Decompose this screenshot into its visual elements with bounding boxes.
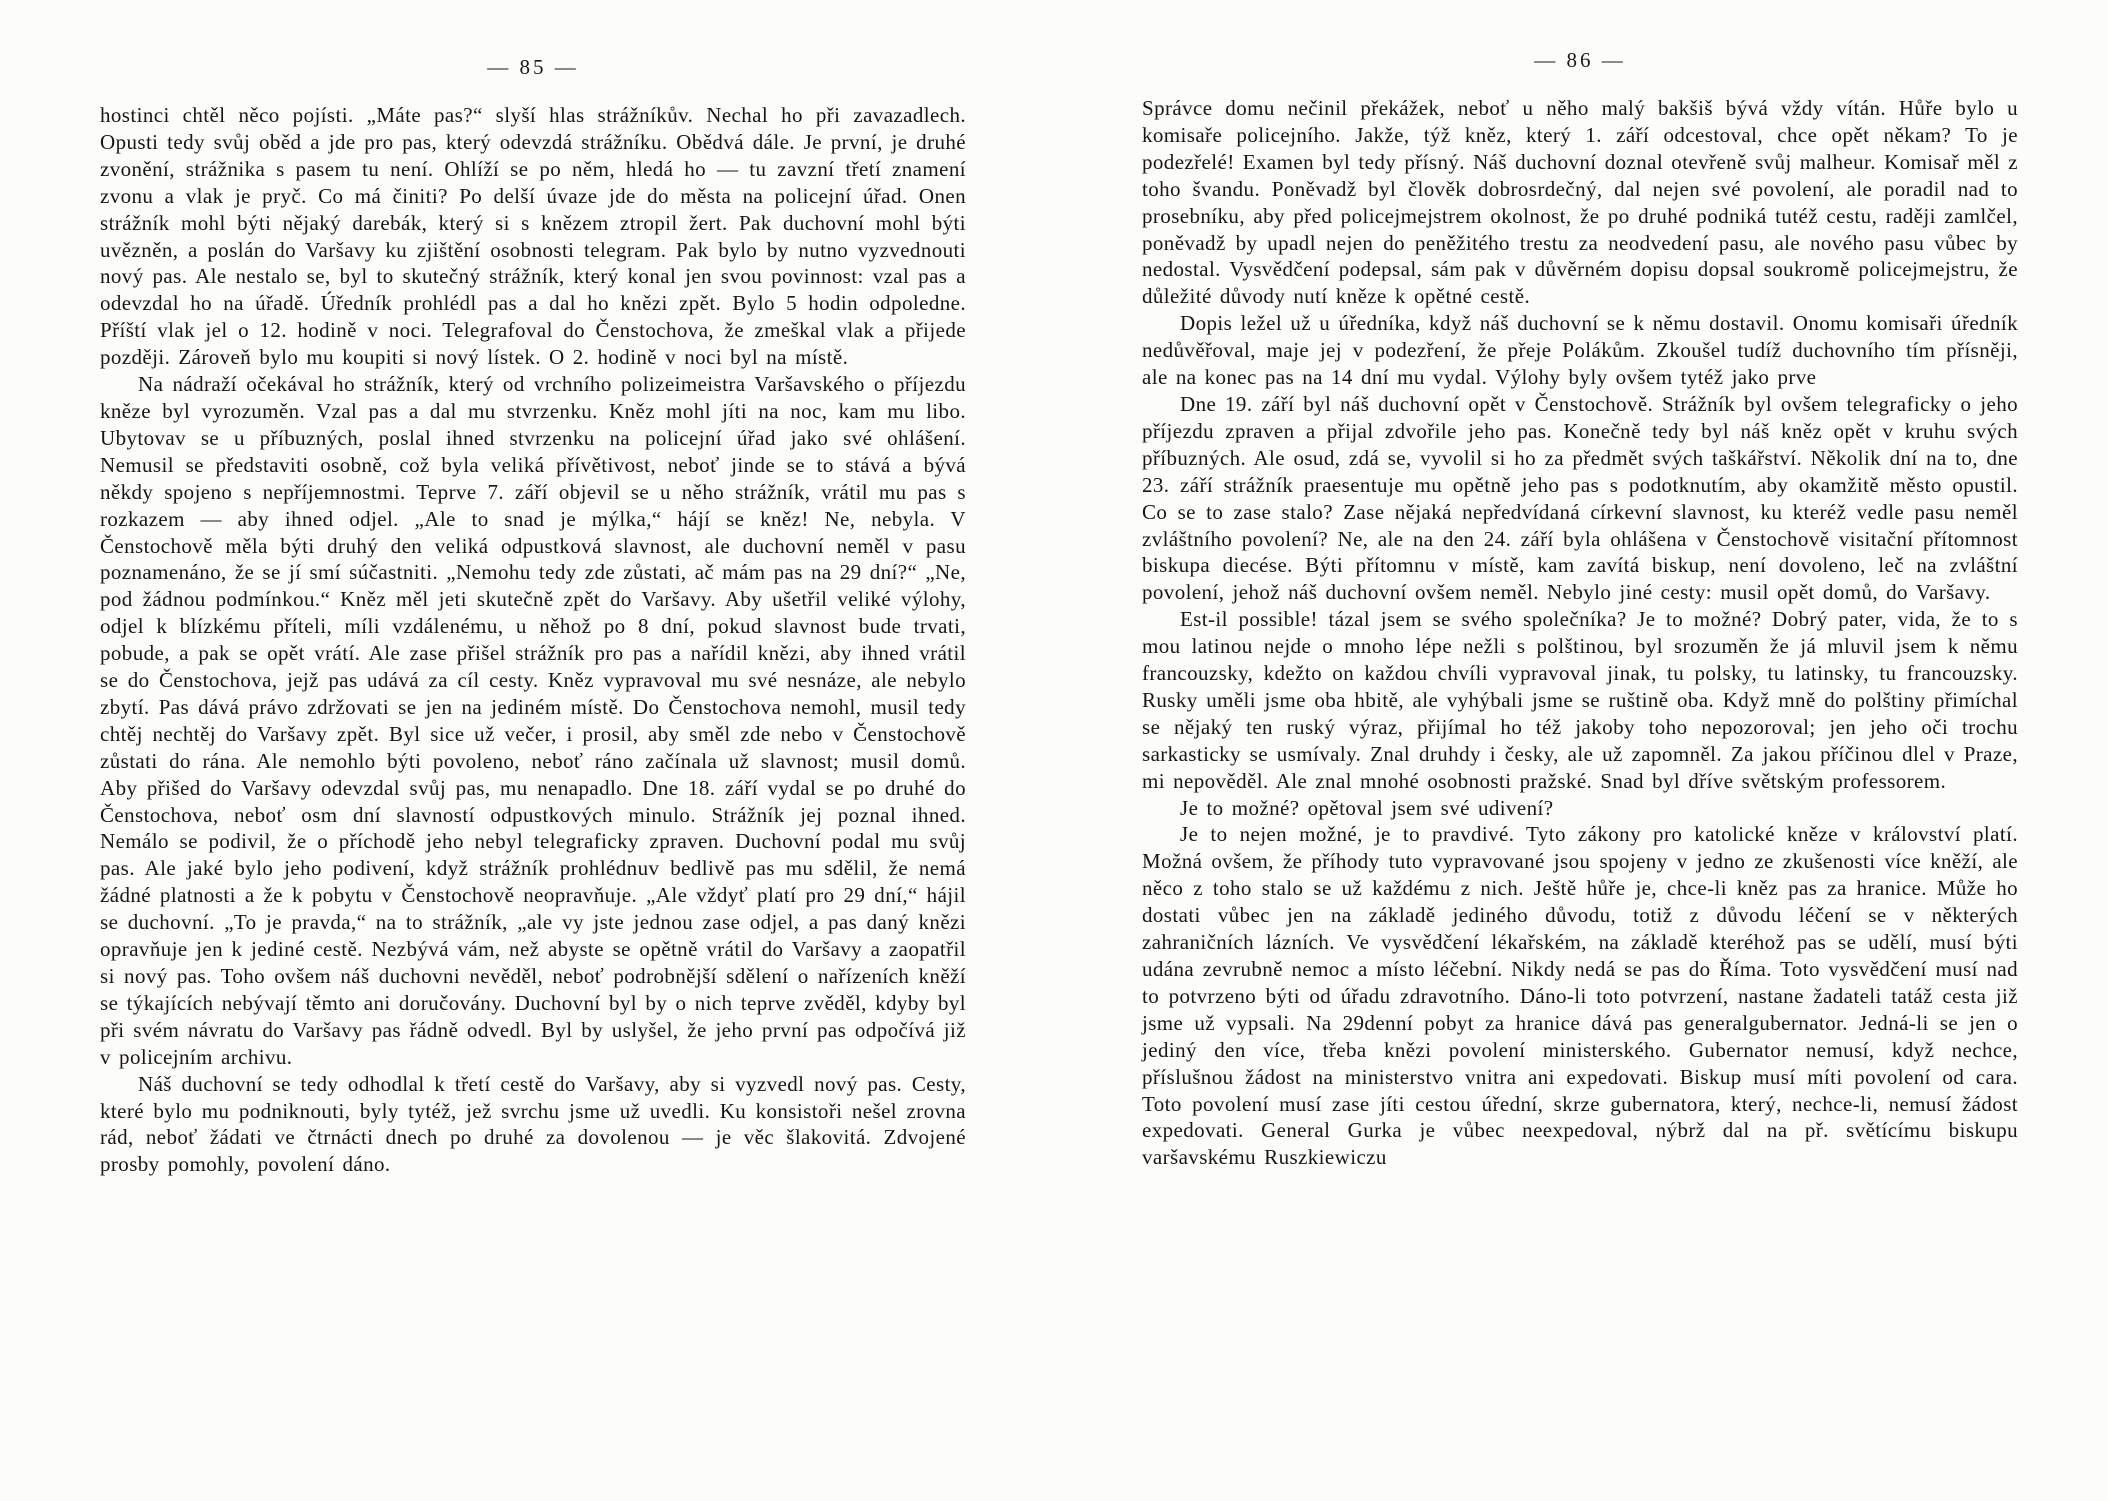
paragraph: Je to nejen možné, je to pravdivé. Tyto zákony pro katolické kněze v království platí. Možná ovšem, že příhody tuto vypravované jsou spojeny v jedno ze zkušenosti více kněží, ale něco z toho stalo se už každému z nich. Ještě hůře je, chce-li kněz pas za hranice. Může ho dostati vůbec jen na základě jediného důvodu, totiž z důvodu léčení se v některých zahraničních lázních. Ve vysvědčení lékařském, na základě kteréhož pas se udělí, musí býti udána zevrubně nemoc a místo léčební. Nikdy nedá se pas do Říma. Toto vysvědčení musí nad to potvrzeno býti od úřadu zdravotního. Dáno-li toto potvrzení, nastane žadateli tatáž cesta již jsme už vypsali. Na 29denní pobyt za hranice dává pas generalgubernator. Jedná-li se jen o jediný den více, třeba knězi povolení ministerského. Gubernator nemusí, když nechce, příslušnou žádost na ministerstvo vnitra ani expedovati. Biskup musí míti povolení od cara. Toto povolení musí zase jíti cestou úřední, skrze gubernatora, který, nechce-li, nemusí žádost expedovati. General Gurka je vůbec neexpedoval, nýbrž dal na př. světícímu biskupu varšavskému Ruszkiewiczu xyxy=(1142,822,2018,1170)
paragraph: Dne 19. září byl náš duchovní opět v Čenstochově. Strážník byl ovšem telegraficky o jeho příjezdu zpraven a přijal zdvořile jeho pas. Konečně tedy byl náš kněz opět v kruhu svých příbuzných. Ale osud, zdá se, vyvolil si ho za předmět svých taškářství. Několik dní na to, dne 23. září strážník praesentuje mu opětně jeho pas s podotknutím, aby okamžitě město opustil. Co se to zase stalo? Zase nějaká nepředvídaná církevní slavnost, ku kteréž vedle pasu neměl zvláštního povolení? Ne, ale na den 24. září byla ohlášena v Čenstochově visitační přítomnost biskupa diecése. Býti přítomnu v místě, kam zavítá biskup, není dovoleno, leč na zvláštní povolení, jehož náš duchovní ovšem neměl. Nebylo jiné cesty: musil opět domů, do Varšavy. xyxy=(1142,391,2018,605)
page-86-text xyxy=(1142,95,2018,1171)
paragraph: Est-il possible! tázal jsem se svého společníka? Je to možné? Dobrý pater, vida, že to s mou latinou nejde o mnoho lépe nežli s polštinou, byl srozuměn že já mluvil jsem k němu francouzsky, kdežto on každou chvíli vypravoval jinak, tu polsky, tu latinsky, tu francouzsky. Rusky uměli jsme oba hbitě, ale vyhýbali jsme se ruštině oba. Když mně do polštiny přimíchal se nějaký ten ruský výraz, přijímal ho též jakoby toho nepozoroval; jen jeho oči trochu sarkasticky se usmívaly. Znal druhdy i česky, ale už zapomněl. Za jakou příčinou dlel v Praze, mi nepověděl. Ale znal mnohé osobnosti pražské. Snad byl dříve světským professorem. xyxy=(1142,607,2018,793)
paragraph: Náš duchovní se tedy odhodlal k třetí cestě do Varšavy, aby si vyzvedl nový pas. Cesty, které bylo mu podniknouti, byly tytéž, jež svrchu jsme už uvedli. Ku konsistoři nešel zrovna rád, neboť žádati ve čtrnácti dnech po druhé za dovolenou — je věc šlakovitá. Zdvojené prosby pomohly, povolení dáno. xyxy=(100,1071,966,1177)
paragraph: Je to možné? opětoval jsem své udivení? xyxy=(1180,795,1554,820)
page-85 xyxy=(100,55,966,1178)
page-86 xyxy=(1142,48,2018,1171)
paragraph: Na nádraží očekával ho strážník, který od vrchního polizeimeistra Varšavského o příjezdu kněze byl vyrozuměn. Vzal pas a dal mu stvrzenku. Kněz mohl jíti na noc, kam mu libo. Ubytovav se u příbuzných, poslal ihned stvrzenku na policejní úřad jako své ohlášení. Nemusil se představiti osobně, což byla veliká přívětivost, neboť jinde se to stává a bývá někdy spojeno s nepříjemnostmi. Teprve 7. září objevil se u něho strážník, vrátil mu pas s rozkazem — aby ihned odjel. „Ale to snad je mýlka,“ hájí se kněz! Ne, nebyla. V Čenstochově měla býti druhý den veliká odpustková slavnost, ale duchovní neměl v pasu poznamenáno, že se jí smí súčastniti. „Nemohu tedy zde zůstati, ač mám pas na 29 dní?“ „Ne, pod žádnou podmínkou.“ Kněz měl jeti skutečně zpět do Varšavy. Aby ušetřil veliké výlohy, odjel k blízkému příteli, míli vzdálenému, u něhož po 8 dní, pokud slavnost bude trvati, pobude, a pak se opět vrátí. Ale zase přišel strážník pro pas a nařídil knězi, aby ihned vrátil se do Čenstochova, jejž pas udává za cíl cesty. Kněz vypravoval mu své nesnáze, ale nebylo zbytí. Pas dává právo zdržovati se jen na jediném místě. Do Čenstochova nemohl, musil tedy chtěj nechtěj do Varšavy zpět. Byl sice už večer, i prosil, aby směl zde nebo v Čenstochově zůstati do rána. Ale nemohlo býti povoleno, neboť ráno začínala už slavnost; musil domů. Aby přišed do Varšavy odevzdal svůj pas, mu nenapadlo. Dne 18. září vydal se po druhé do Čenstochova, neboť osm dní slavností odpustkových minulo. Strážník jej poznal ihned. Nemálo se podivil, že o příchodě jeho nebyl telegraficky zpraven. Duchovní podal mu svůj pas. Ale jaké bylo jeho podivení, když strážník prohlédnuv bedlivě pas mu sdělil, že nemá žádné platnosti a že k pobytu v Čenstochově neopravňuje. „Ale vždyť platí pro 29 dní,“ hájil se duchovní. „To je pravda,“ na to strážník, „ale vy jste jednou zase odjel, a pas daný knězi opravňuje jen k jediné cestě. Nezbývá vám, než abyste se opětně vrátil do Varšavy a zaopatřil si nový pas. Toho ovšem náš duchovni nevěděl, neboť podrobnější sdělení o nařízeních kněží se týkajících nebývají těmto ani doručovány. Duchovní byl by o nich teprve zvěděl, kdyby byl při svém návratu do Varšavy pas řádně odvedl. Byl by uslyšel, že jeho první pas odpočívá již v policejním archivu. xyxy=(100,372,966,1069)
paragraph: hostinci chtěl něco pojísti. „Máte pas?“ slyší hlas strážníkův. Nechal ho při zavazadlech. Opusti tedy svůj oběd a jde pro pas, který odevzdá strážníku. Obědvá dále. Je první, je druhé zvonění, strážnika s pasem tu není. Ohlíží se po něm, hledá ho — tu zavzní třetí znamení zvonu a vlak je pryč. Co má činiti? Po delší úvaze jde do města na policejní úřad. Onen strážník mohl býti nějaký darebák, který si s knězem ztropil žert. Pak duchovní mohl býti uvězněn, a poslán do Varšavy ku zjištění osobnosti telegram. Pak bylo by nutno vyzvednouti nový pas. Ale nestalo se, byl to skutečný strážník, který konal jen svou povinnost: vzal pas a odevzdal ho na úřadě. Úředník prohlédl pas a dal ho knězi zpět. Bylo 5 hodin odpoledne. Příští vlak jel o 12. hodině v noci. Telegrafoval do Čenstochova, že zmeškal vlak a přijede později. Zároveň bylo mu koupiti si nový lístek. O 2. hodině v noci byl na místě. xyxy=(100,103,966,370)
page-number: — 85 — xyxy=(487,55,579,79)
page-85-text xyxy=(100,102,966,1178)
paragraph: Dopis ležel už u úředníka, když náš duchovní se k němu dostavil. Onomu komisaři úředník nedůvěřoval, maje jej v podezření, že přeje Polákům. Zkoušel tudíž duchovního tím přísněji, ale na konec pas na 14 dní mu vydal. Výlohy byly ovšem tytéž jako prve xyxy=(1142,311,2018,390)
page-number: — 86 — xyxy=(1534,48,1626,72)
paragraph: Správce domu nečinil překážek, neboť u něho malý bakšiš bývá vždy vítán. Hůře bylo u komisaře policejního. Jakže, týž kněz, který 1. září odcestoval, chce opět někam? To je podezřelé! Examen byl tedy přísný. Náš duchovní doznal otevřeně svůj malheur. Komisař měl z toho švandu. Poněvadž byl člověk dobrosrdečný, dal nejen své povolení, ale poradil nad to prosebníku, aby před policejmejstrem okolnost, že po druhé podniká tutéž cestu, raději zamlčel, poněvadž by upadl nejen do peněžitého trestu za neodvedení pasu, ale nového pasu vůbec by nedostal. Vysvědčení podepsal, sám pak v důvěrném dopisu dopsal soukromě policejmejstru, že důležité důvody nutí kněze k opětné cestě. xyxy=(1142,96,2018,309)
